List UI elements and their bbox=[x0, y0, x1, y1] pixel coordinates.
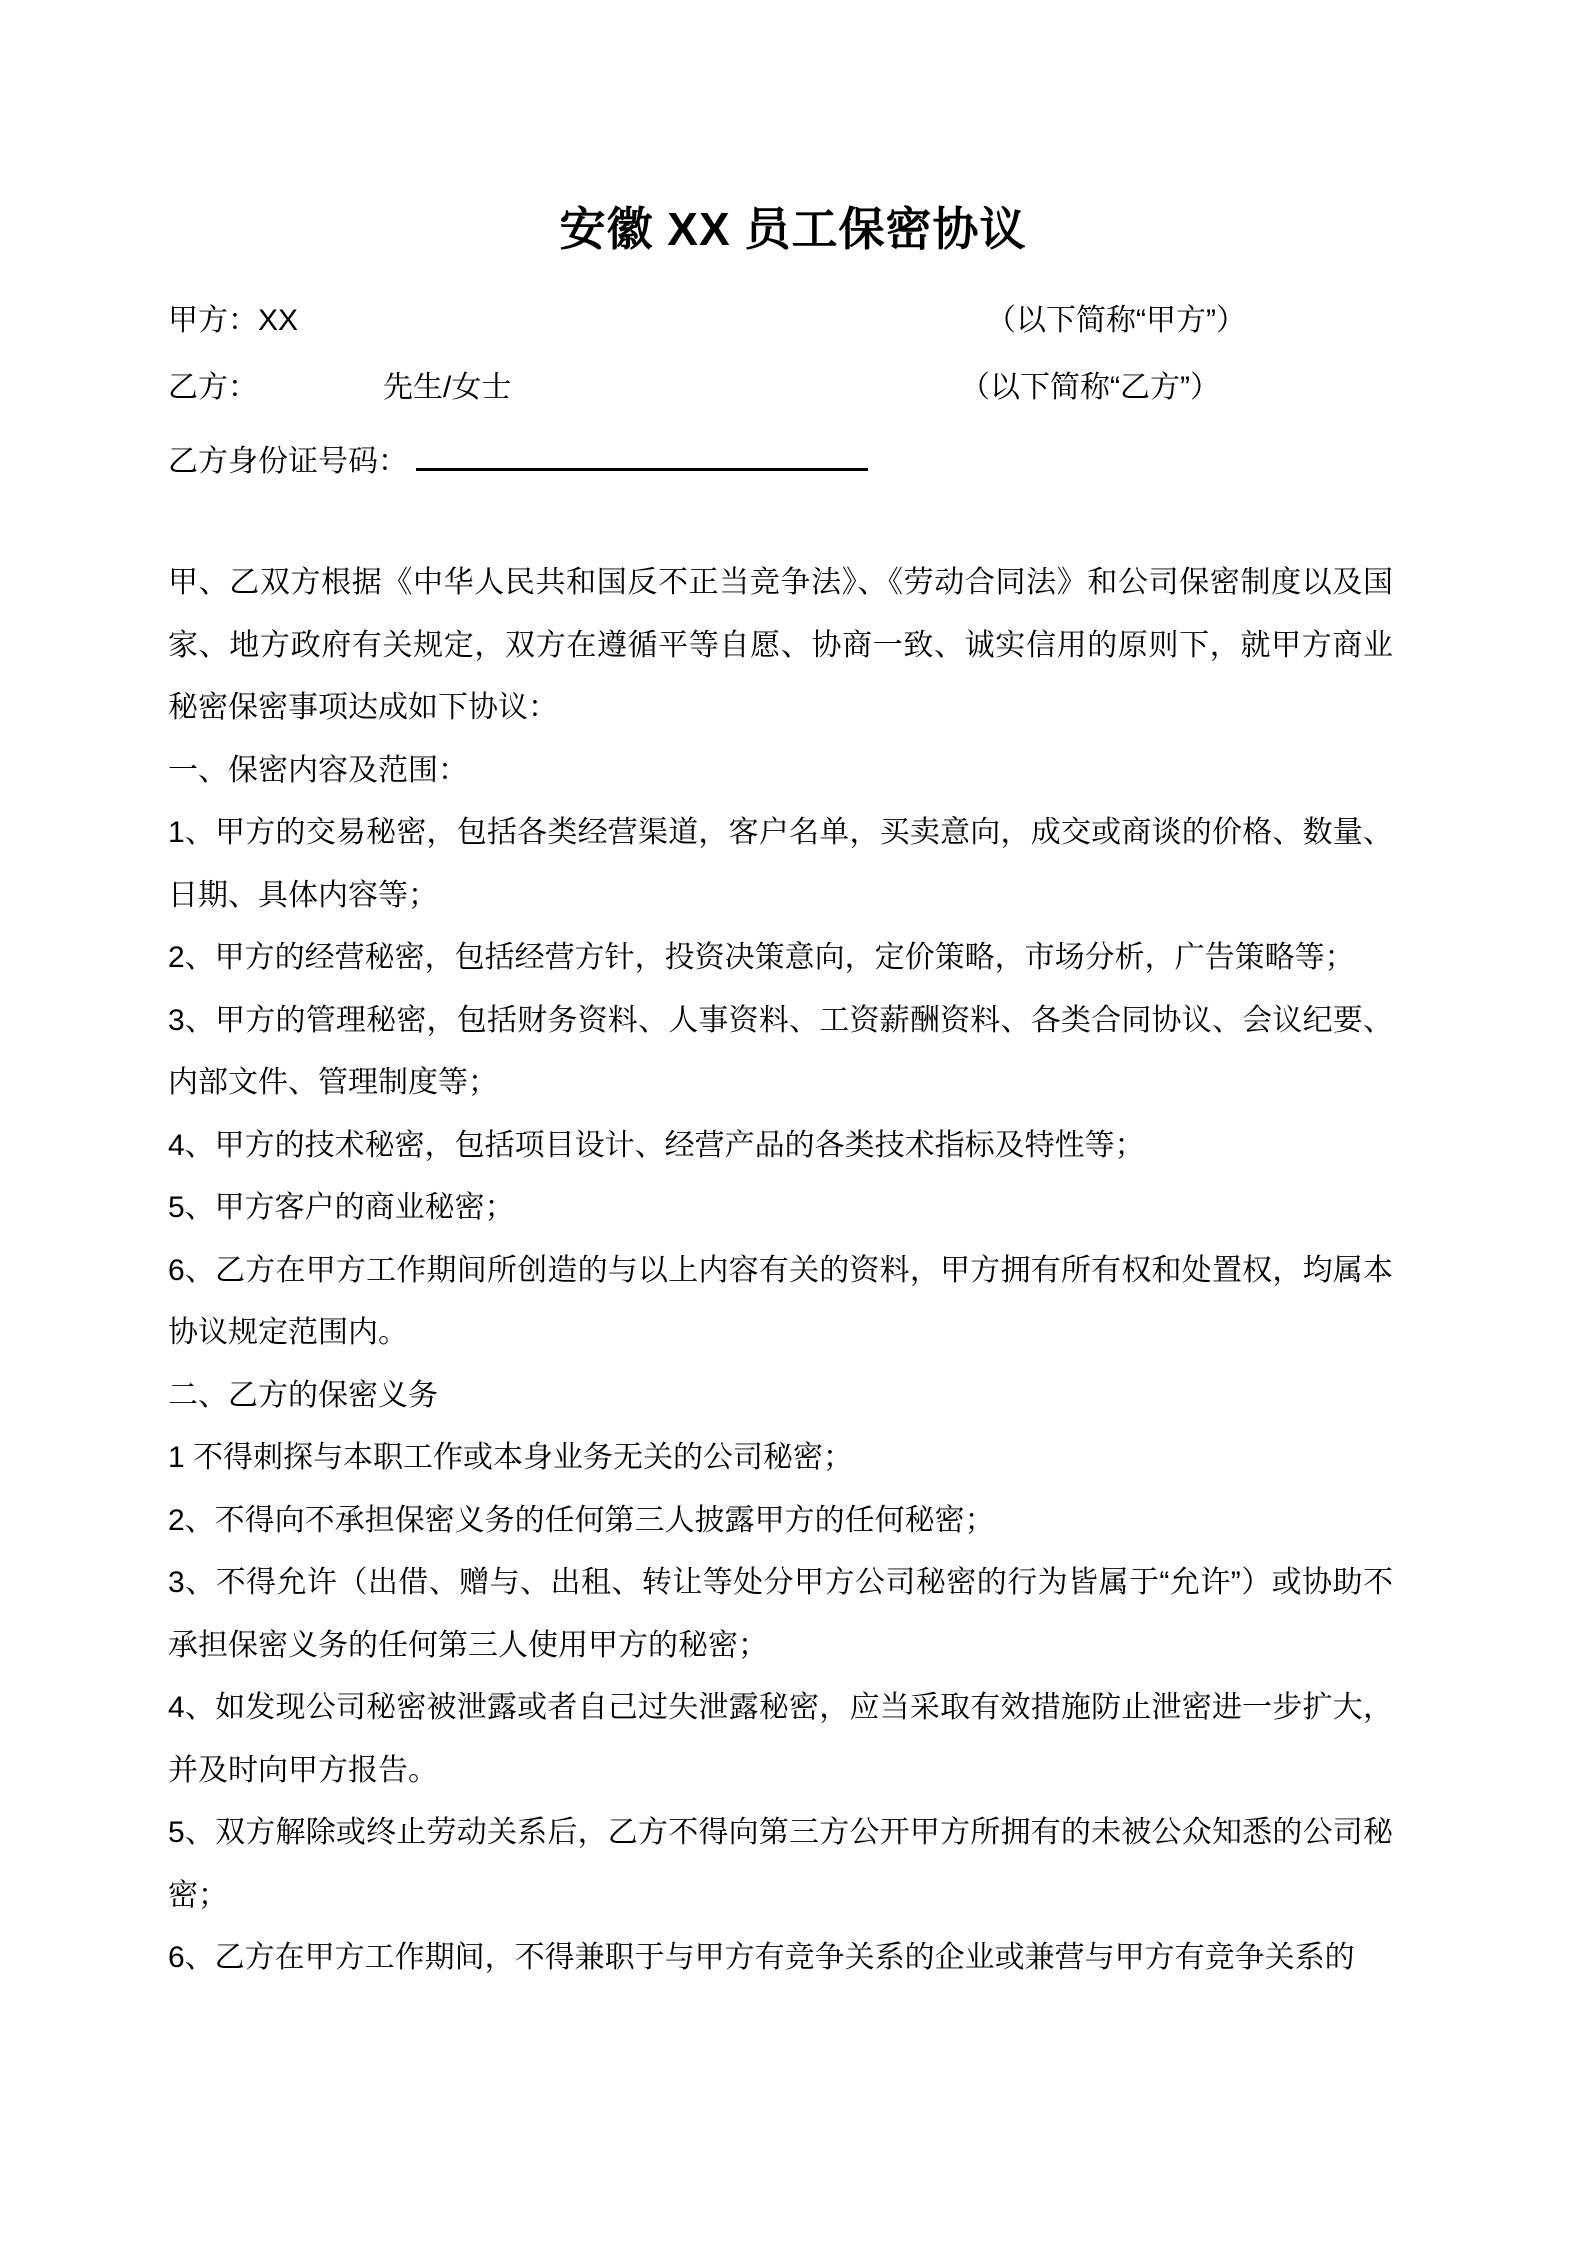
section-2-heading: 二、乙方的保密义务 bbox=[168, 1378, 438, 1412]
agreement-body bbox=[168, 552, 1393, 1990]
section-2-item-6: 6、乙方在甲方工作期间，不得兼职于与甲方有竞争关系的企业或兼营与甲方有竞争关系的 bbox=[168, 1941, 1355, 1974]
party-b-value: 先生/女士 bbox=[383, 371, 512, 404]
section-1-item-3: 3、甲方的管理秘密，包括财务资料、人事资料、工资薪酬资料、各类合同协议、会议纪要、内部文件、管理制度等； bbox=[168, 1003, 1393, 1099]
id-number-row bbox=[168, 436, 1420, 480]
party-a-note: （以下简称“甲方”） bbox=[986, 304, 1246, 337]
party-b-note: （以下简称“乙方”） bbox=[960, 371, 1220, 404]
section-1-item-1: 1、甲方的交易秘密，包括各类经营渠道，客户名单，买卖意向，成交或商谈的价格、数量、日期、具体内容等； bbox=[168, 816, 1393, 912]
section-2-item-1: 1 不得刺探与本职工作或本身业务无关的公司秘密； bbox=[168, 1441, 854, 1474]
section-2-item-4: 4、如发现公司秘密被泄露或者自己过失泄露秘密，应当采取有效措施防止泄密进一步扩大，并及时向甲方报告。 bbox=[168, 1691, 1393, 1787]
id-number-blank-line bbox=[416, 436, 868, 471]
paragraph-preamble: 甲、乙双方根据《中华人民共和国反不正当竞争法》、《劳动合同法》和公司保密制度以及国家、地方政府有关规定，双方在遵循平等自愿、协商一致、诚实信用的原则下，就甲方商业秘密保密事项达成如下协议： bbox=[168, 566, 1393, 724]
section-2-item-3: 3、不得允许（出借、赠与、出租、转让等处分甲方公司秘密的行为皆属于“允许”）或协助不承担保密义务的任何第三人使用甲方的秘密； bbox=[168, 1566, 1393, 1662]
section-2-item-2: 2、不得向不承担保密义务的任何第三人披露甲方的任何秘密； bbox=[168, 1503, 995, 1537]
section-1-item-5: 5、甲方客户的商业秘密； bbox=[168, 1191, 515, 1224]
party-a-label: 甲方：XX bbox=[168, 304, 299, 337]
section-1-item-2: 2、甲方的经营秘密，包括经营方针，投资决策意向，定价策略，市场分析，广告策略等； bbox=[168, 941, 1355, 974]
section-1-item-6: 6、乙方在甲方工作期间所创造的与以上内容有关的资料，甲方拥有所有权和处置权，均属本协议规定范围内。 bbox=[168, 1253, 1393, 1349]
section-1-heading: 一、保密内容及范围： bbox=[168, 753, 468, 787]
section-1-item-4: 4、甲方的技术秘密，包括项目设计、经营产品的各类技术指标及特性等； bbox=[168, 1128, 1145, 1162]
party-a-row bbox=[168, 301, 1420, 345]
document-title: 安徽 XX 员工保密协议 bbox=[559, 203, 1027, 255]
id-number-label: 乙方身份证号码： bbox=[168, 445, 408, 478]
party-b-label: 乙方： bbox=[168, 371, 258, 404]
party-b-row bbox=[168, 368, 1420, 412]
section-2-item-5: 5、双方解除或终止劳动关系后，乙方不得向第三方公开甲方所拥有的未被公众知悉的公司秘密； bbox=[168, 1816, 1393, 1912]
